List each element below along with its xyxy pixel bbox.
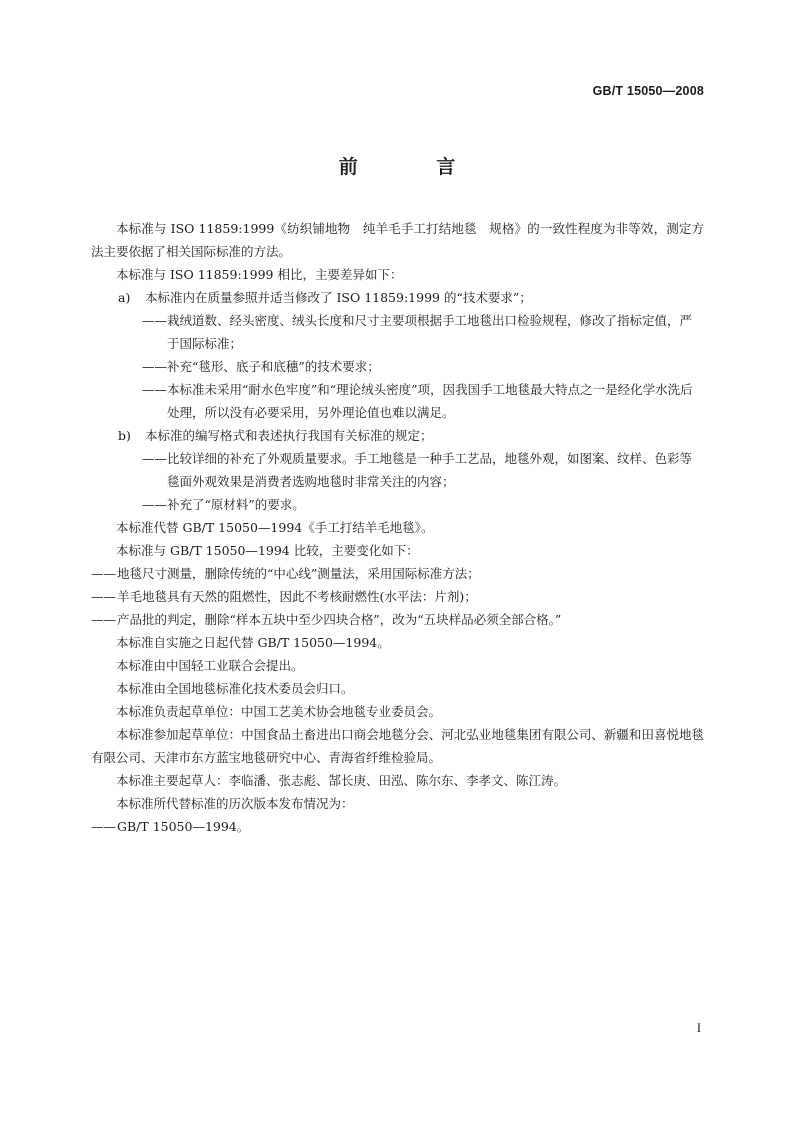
paragraph: 本标准由全国地毯标准化技术委员会归口。 — [116, 681, 354, 696]
paragraph: 本标准参加起草单位：中国食品土畜进出口商会地毯分会、河北弘业地毯集团有限公司、新疆和田喜悦地毯有限公司、天津市东方蓝宝地毯研究中心、青海省纤维检验局。 — [91, 727, 704, 765]
dash-item-text: 羊毛地毯具有天然的阻燃性，因此不考核耐燃性(水平法：片剂)； — [117, 589, 477, 604]
paragraph: 本标准所代替标准的历次版本发布情况为： — [116, 796, 354, 811]
dash-item — [91, 562, 704, 585]
dash-marker: —— — [142, 451, 167, 466]
dash-item — [91, 493, 704, 516]
dash-item — [91, 815, 704, 838]
paragraph: 本标准代替 GB/T 15050—1994《手工打结羊毛地毯》。 — [116, 520, 434, 535]
paragraph: 本标准与 ISO 11859:1999《纺织铺地物 纯羊毛手工打结地毯 规格》的一致性程度为非等效，测定方法主要依据了相关国际标准的方法。 — [91, 221, 704, 259]
paragraph: 本标准主要起草人：李临潘、张志彪、郜长庚、田泓、陈尔东、李孝文、陈江涛。 — [116, 773, 567, 788]
dash-item-text: 补充了“原材料”的要求。 — [167, 497, 305, 512]
dash-marker: —— — [91, 589, 116, 604]
dash-item-text: 补充“毯形、底子和底穗”的技术要求； — [167, 359, 380, 374]
list-marker: b) — [118, 428, 131, 443]
list-item-text: 本标准的编写格式和表述执行我国有关标准的规定； — [145, 428, 433, 443]
list-marker: a) — [118, 290, 131, 305]
preface-body — [91, 217, 704, 838]
dash-item-text: GB/T 15050—1994。 — [117, 819, 250, 834]
dash-marker: —— — [142, 313, 167, 328]
standard-code: GB/T 15050—2008 — [592, 84, 704, 98]
dash-marker: —— — [142, 382, 167, 397]
dash-item-text: 地毯尺寸测量，删除传统的“中心线”测量法，采用国际标准方法； — [117, 566, 480, 581]
page-title: 前 言 — [338, 156, 492, 178]
dash-item-text: 产品批的判定，删除“样本五块中至少四块合格”，改为“五块样品必须全部合格。” — [117, 612, 562, 627]
dash-item-text: 本标准未采用“耐水色牢度”和“理论绒头密度”项，因我国手工地毯最大特点之一是经化学水洗后处理，所以没有必要采用，另外理论值也难以满足。 — [167, 382, 693, 420]
dash-marker: —— — [91, 612, 116, 627]
dash-item — [91, 447, 704, 493]
paragraph: 本标准自实施之日起代替 GB/T 15050—1994。 — [116, 635, 390, 650]
paragraph: 本标准与 GB/T 15050—1994 比较，主要变化如下： — [116, 543, 419, 558]
list-item-a — [91, 286, 704, 309]
dash-marker: —— — [91, 819, 116, 834]
list-item-b — [91, 424, 704, 447]
dash-item — [91, 378, 704, 424]
dash-item — [91, 309, 704, 355]
dash-marker: —— — [142, 497, 167, 512]
dash-item — [91, 585, 704, 608]
page-number: I — [696, 1021, 701, 1035]
dash-item-text: 栽绒道数、经头密度、绒头长度和尺寸主要项根据手工地毯出口检验规程，修改了指标定值，严于国际标准； — [167, 313, 693, 351]
dash-item — [91, 608, 704, 631]
paragraph: 本标准负责起草单位：中国工艺美术协会地毯专业委员会。 — [116, 704, 442, 719]
list-item-text: 本标准内在质量参照并适当修改了 ISO 11859:1999 的“技术要求”； — [145, 290, 532, 305]
dash-marker: —— — [91, 566, 116, 581]
paragraph: 本标准与 ISO 11859:1999 相比，主要差异如下： — [116, 267, 403, 282]
paragraph: 本标准由中国轻工业联合会提出。 — [116, 658, 304, 673]
dash-marker: —— — [142, 359, 167, 374]
dash-item-text: 比较详细的补充了外观质量要求。手工地毯是一种手工艺品，地毯外观，如图案、纹样、色彩等毯面外观效果是消费者选购地毯时非常关注的内容； — [167, 451, 693, 489]
dash-item — [91, 355, 704, 378]
